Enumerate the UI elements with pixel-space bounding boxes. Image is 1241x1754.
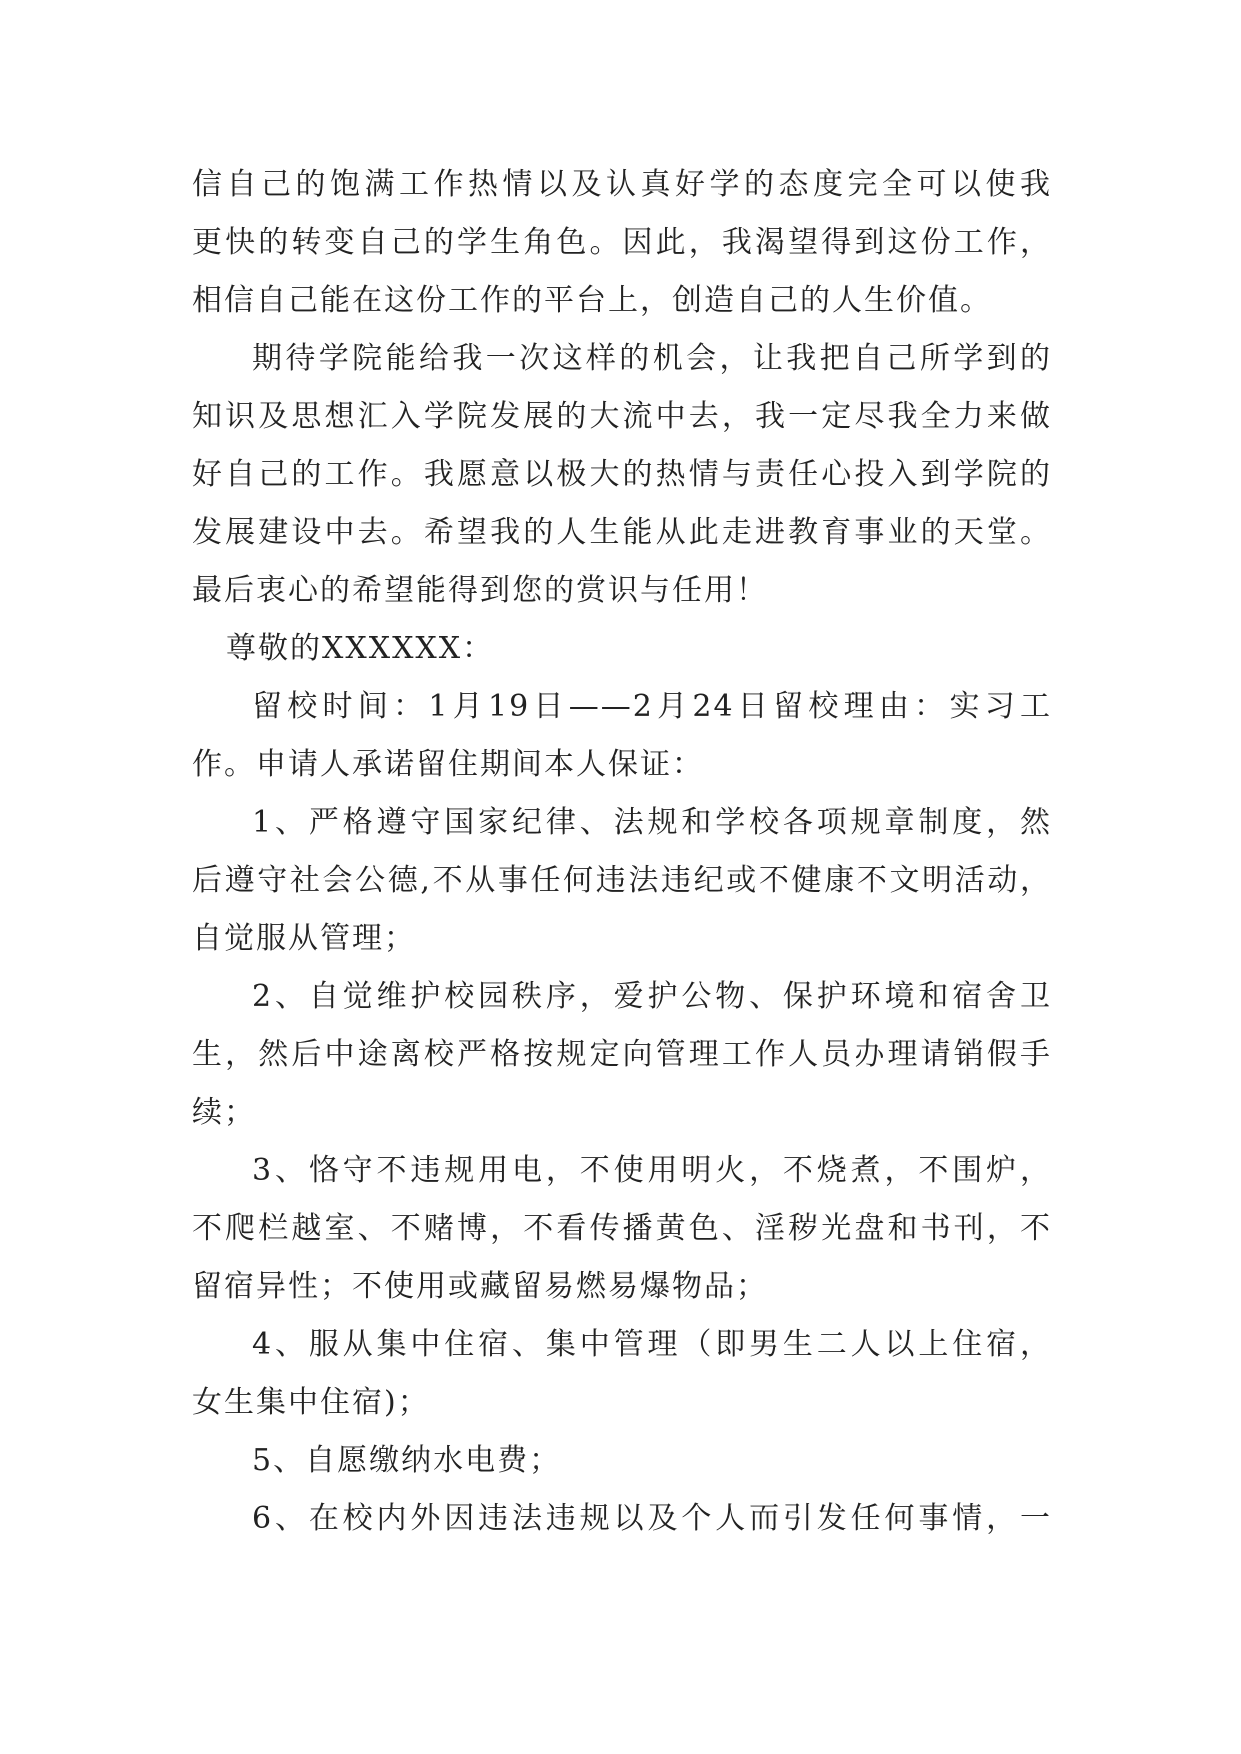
text-line: 留宿异性；不使用或藏留易燃易爆物品； — [192, 1269, 768, 1304]
paragraph-start-line: 期待学院能给我一次这样的机会，让我把自己所学到的 — [252, 341, 1052, 376]
text-line: 生，然后中途离校严格按规定向管理工作人员办理请销假手 — [192, 1037, 1052, 1072]
text-line: 知识及思想汇入学院发展的大流中去，我一定尽我全力来做 — [192, 399, 1052, 434]
list-item-line: 5、自愿缴纳水电费； — [252, 1443, 562, 1478]
text-line: 作。申请人承诺留住期间本人保证： — [192, 747, 704, 782]
text-line: 最后衷心的希望能得到您的赏识与任用！ — [192, 573, 768, 608]
document-body — [192, 156, 1052, 1548]
text-line: 不爬栏越室、不赌博，不看传播黄色、淫秽光盘和书刊，不 — [192, 1211, 1052, 1246]
salutation-line: 尊敬的XXXXXX： — [226, 631, 495, 666]
text-line: 后遵守社会公德,不从事任何违法违纪或不健康不文明活动， — [192, 863, 1052, 898]
paragraph-start-line: 留校时间：1月19日——2月24日留校理由：实习工 — [252, 689, 1052, 724]
text-line: 相信自己能在这份工作的平台上，创造自己的人生价值。 — [192, 283, 992, 318]
text-line: 续； — [192, 1095, 256, 1130]
text-line: 女生集中住宿)； — [192, 1385, 430, 1420]
list-item-line: 6、在校内外因违法违规以及个人而引发任何事情，一 — [252, 1501, 1052, 1536]
text-line: 自觉服从管理； — [192, 921, 416, 956]
list-item-line: 1、严格遵守国家纪律、法规和学校各项规章制度，然 — [252, 805, 1052, 840]
text-line: 好自己的工作。我愿意以极大的热情与责任心投入到学院的 — [192, 457, 1052, 492]
list-item-line: 2、自觉维护校园秩序，爱护公物、保护环境和宿舍卫 — [252, 979, 1052, 1014]
list-item-line: 3、恪守不违规用电，不使用明火，不烧煮，不围炉， — [252, 1153, 1052, 1188]
text-line: 发展建设中去。希望我的人生能从此走进教育事业的天堂。 — [192, 515, 1052, 550]
text-line: 更快的转变自己的学生角色。因此，我渴望得到这份工作， — [192, 225, 1052, 260]
text-line: 信自己的饱满工作热情以及认真好学的态度完全可以使我 — [192, 167, 1052, 202]
list-item-line: 4、服从集中住宿、集中管理（即男生二人以上住宿， — [252, 1327, 1052, 1362]
